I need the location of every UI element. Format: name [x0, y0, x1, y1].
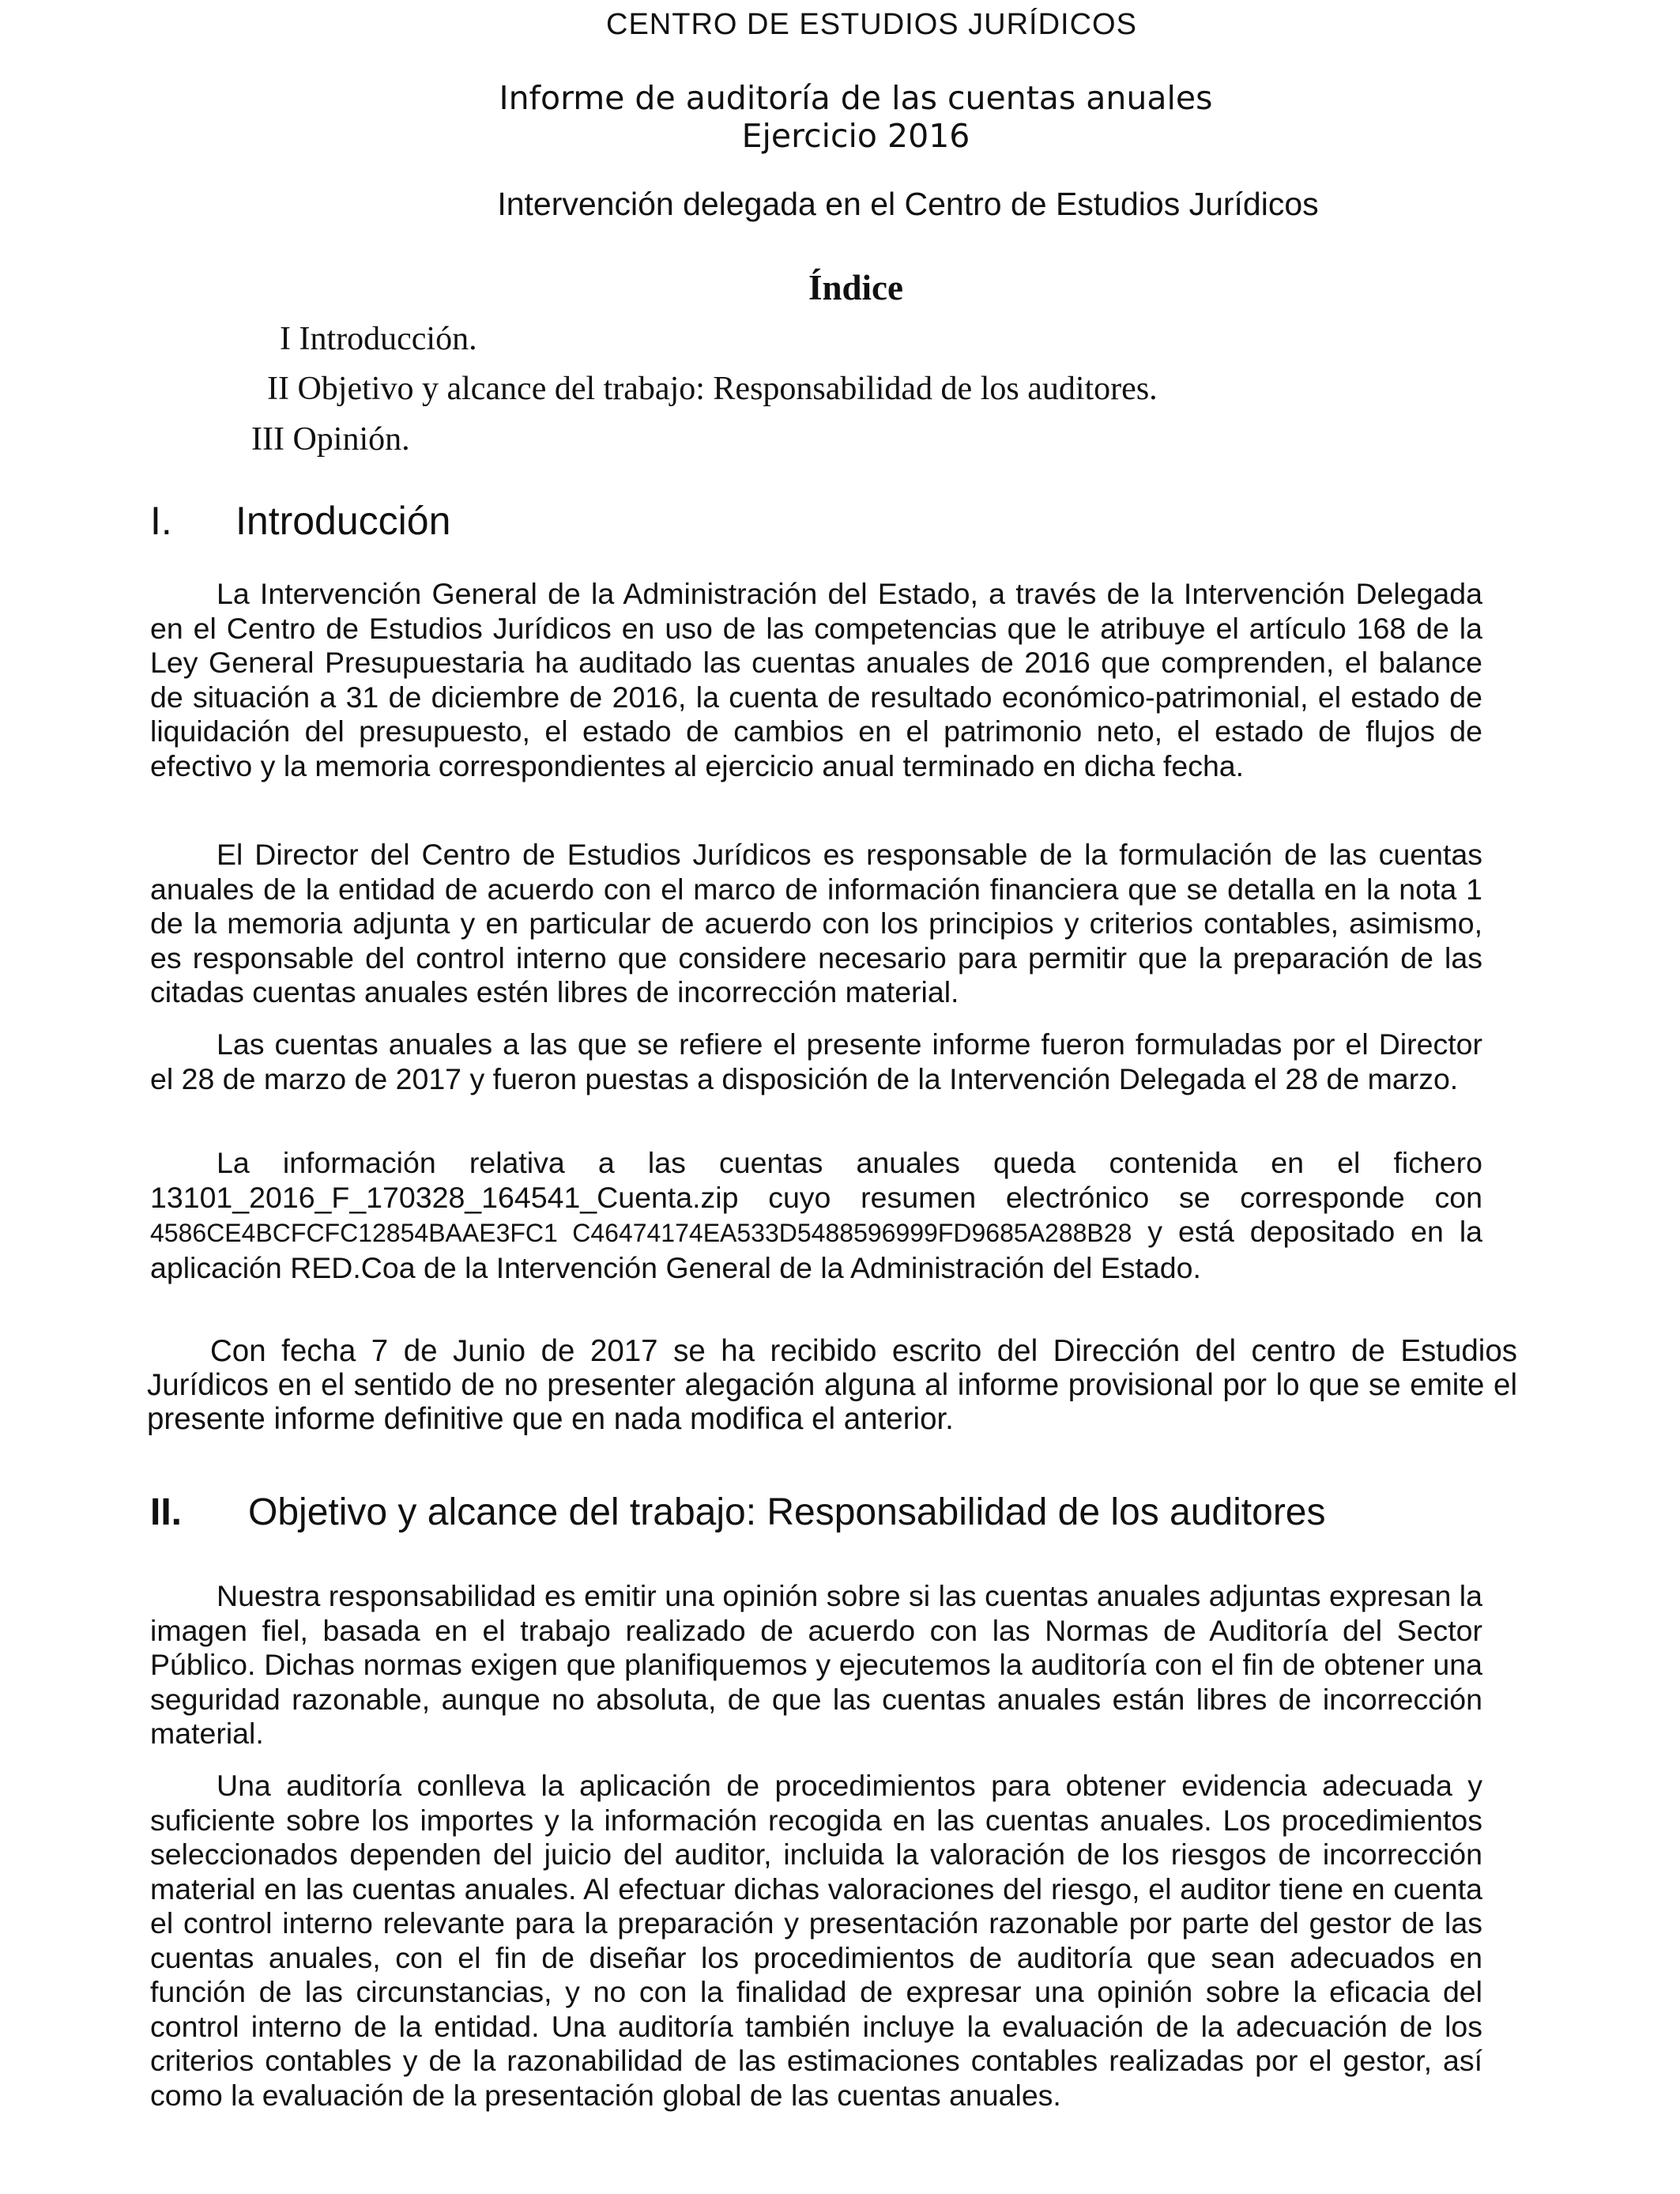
- index-item-introduction: I Introducción.: [280, 321, 477, 357]
- section-2-title: Objetivo y alcance del trabajo: Responsabilidad de los auditores: [248, 1491, 1326, 1533]
- index-item-objective: II Objetivo y alcance del trabajo: Responsabilidad de los auditores.: [267, 371, 1158, 407]
- section-1-heading: [150, 498, 450, 544]
- report-year: Ejercicio 2016: [741, 117, 970, 155]
- organization-name: CENTRO DE ESTUDIOS JURÍDICOS: [606, 8, 1137, 41]
- section-1-final-paragraph: Con fecha 7 de Junio de 2017 se ha recibido escrito del Dirección del centro de Estudios Jurídicos en el sentido de no presenter alegación alguna al informe provisional por lo que se emite el presente informe definitive que en nada modifica el anterior.: [147, 1334, 1517, 1436]
- electronic-hash: 4586CE4BCFCFC12854BAAE3FC1 C46474174EA533D5488596999FD9685A288B28: [150, 1219, 1132, 1247]
- section-1-paragraph-2: El Director del Centro de Estudios Jurídicos es responsable de la formulación de las cuentas anuales de la entidad de acuerdo con el marco de información financiera que se detalla en la nota 1 de la memoria adjunta y en particular de acuerdo con los principios y criterios contables, asimismo, es responsable del control interno que considere necesario para permitir que la preparación de las citadas cuentas anuales estén libres de incorrección material.: [150, 838, 1482, 1008]
- section-2-paragraph-1: Nuestra responsabilidad es emitir una opinión sobre si las cuentas anuales adjuntas expresan la imagen fiel, basada en el trabajo realizado de acuerdo con las Normas de Auditoría del Sector Público. Dichas normas exigen que planifiquemos y ejecutemos la auditoría con el fin de obtener una seguridad razonable, aunque no absoluta, de que las cuentas anuales están libres de incorrección material.: [150, 1579, 1482, 1750]
- section-2-heading: [150, 1491, 1326, 1534]
- intervention-line: Intervención delegada en el Centro de Estudios Jurídicos: [497, 186, 1319, 222]
- section-1-number: I.: [150, 499, 172, 543]
- section-2-paragraph-2: Una auditoría conlleva la aplicación de procedimientos para obtener evidencia adecuada y suficiente sobre los importes y la información recogida en las cuentas anuales. Los procedimientos seleccionados dependen del juicio del auditor, incluida la valoración de los riesgos de incorrección material en las cuentas anuales. Al efectuar dichas valoraciones del riesgo, el auditor tiene en cuenta el control interno relevante para la preparación y presentación razonable por parte del gestor de las cuentas anuales, con el fin de diseñar los procedimientos de auditoría que sean adecuados en función de las circunstancias, y no con la finalidad de expresar una opinión sobre la eficacia del control interno de la entidad. Una auditoría también incluye la evaluación de la adecuación de los criterios contables y de la razonabilidad de las estimaciones contables realizadas por el gestor, así como la evaluación de la presentación global de las cuentas anuales.: [150, 1769, 1482, 2112]
- section-1-paragraph-1: La Intervención General de la Administración del Estado, a través de la Intervención Delegada en el Centro de Estudios Jurídicos en uso de las competencias que le atribuye el artículo 168 de la Ley General Presupuestaria ha auditado las cuentas anuales de 2016 que comprenden, el balance de situación a 31 de diciembre de 2016, la cuenta de resultado económico-patrimonial, el estado de liquidación del presupuesto, el estado de cambios en el patrimonio neto, el estado de flujos de efectivo y la memoria correspondientes al ejercicio anual terminado en dicha fecha.: [150, 577, 1482, 782]
- index-title: Índice: [808, 268, 903, 307]
- section-1-title: Introducción: [235, 499, 451, 543]
- section-1-paragraph-3: Las cuentas anuales a las que se refiere el presente informe fueron formuladas por el Director el 28 de marzo de 2017 y fueron puestas a disposición de la Intervención Delegada el 28 de marzo.: [150, 1027, 1482, 1095]
- section-1-file-paragraph: La información relativa a las cuentas anuales queda contenida en el fichero 13101_2016_F_170328_164541_Cuenta.zip cuyo resumen electrónico se corresponde con 4586CE4BCFCFC12854BAAE3FC1 C46474174EA533D5488596999FD9685A288B28 y está depositado en la aplicación RED.Coa de la Intervención General de la Administración del Estado.: [150, 1146, 1483, 1284]
- section-2-number: II.: [150, 1491, 183, 1533]
- index-item-opinion: III Opinión.: [251, 421, 410, 458]
- report-title: Informe de auditoría de las cuentas anuales: [499, 79, 1213, 117]
